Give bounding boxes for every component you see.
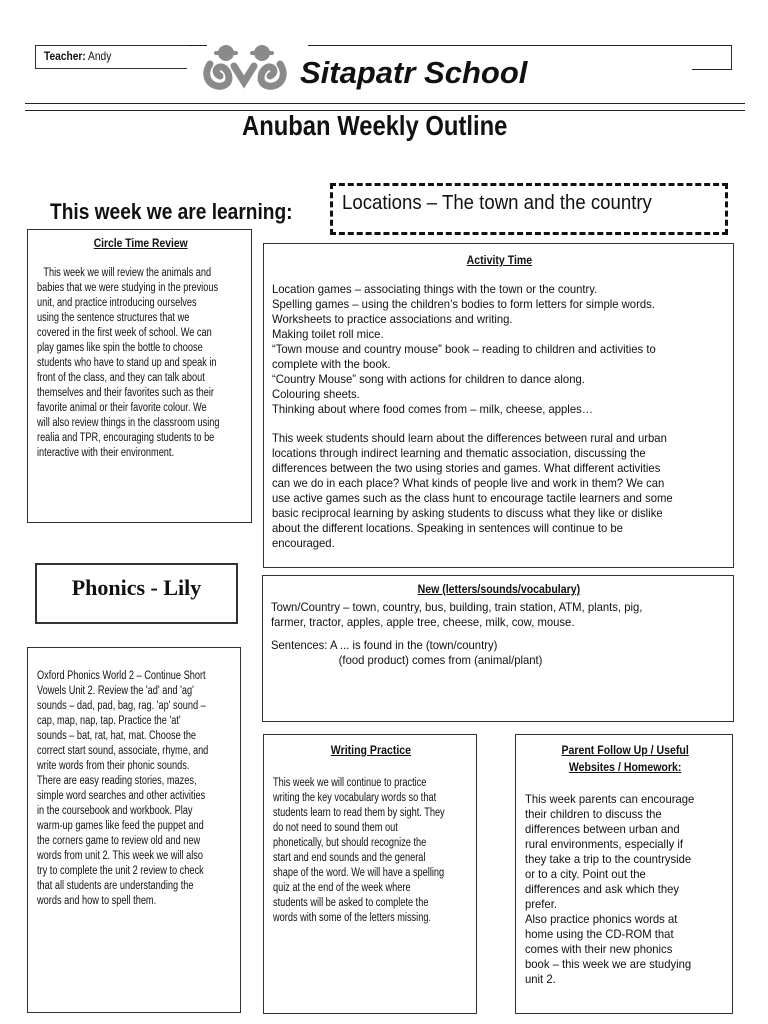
new-vocab-box <box>262 575 734 722</box>
text-line: home using the CD-ROM that <box>525 927 674 941</box>
text-line: shape of the word. We will have a spelling <box>273 867 445 879</box>
text-line: writing the key vocabulary words so that <box>273 792 437 804</box>
text-line: phonetically, but should recognize the <box>273 837 427 849</box>
text-line: Oxford Phonics World 2 – Continue Short <box>37 670 206 682</box>
text-line: differences between urban and <box>525 822 680 836</box>
text-line: words and how to spell them. <box>37 895 157 907</box>
text-line: start and end sounds and the general <box>273 852 426 864</box>
activity-list <box>272 282 656 417</box>
text-line: farmer, tractor, apples, apple tree, cheese, milk, cow, mouse. <box>271 615 575 629</box>
topic-box <box>330 183 728 235</box>
writing-title: Writing Practice <box>330 743 412 757</box>
text-line: covered in the first week of school. We can <box>37 327 212 339</box>
text-line: use active games such as the class hunt to encourage tactile learners and some <box>272 491 673 505</box>
text-line: words with some of the letters missing. <box>273 912 431 924</box>
text-line: try to complete the unit 2 review to check <box>37 865 204 877</box>
text-line: about the different locations. Speaking in sentences will continue to be <box>272 521 623 535</box>
circle-time-box <box>27 229 252 523</box>
text-line: Also practice phonics words at <box>525 912 678 926</box>
phonics-box <box>27 647 241 1013</box>
topic-text: Locations – The town and the country <box>342 192 652 214</box>
text-line: their children to discuss the <box>525 807 662 821</box>
text-line: Vowels Unit 2. Review the 'ad' and 'ag' <box>37 685 194 697</box>
text-line: warm-up games like feed the puppet and <box>37 820 204 832</box>
phonics-title: Phonics - Lily <box>71 575 202 600</box>
teacher-box <box>35 45 187 69</box>
activity-time-box <box>263 243 734 568</box>
text-line: themselves and their favorites such as their <box>37 387 214 399</box>
text-line: can we do in each place? What kinds of people live and work in them? We can <box>272 476 665 490</box>
sentence-line: (food product) comes from (animal/plant) <box>338 653 543 667</box>
text-line: “Town mouse and country mouse” book – reading to children and activities to <box>272 342 656 356</box>
text-line: Location games – associating things with the town or the country. <box>272 282 598 296</box>
text-line: cap, map, nap, tap. Practice the 'at' <box>37 715 181 727</box>
text-line: words from unit 2. This week we will also <box>37 850 203 862</box>
writing-body <box>273 776 445 926</box>
text-line: in the coursebook and workbook. Play <box>37 805 193 817</box>
text-line: This week we will continue to practice <box>273 777 427 789</box>
text-line: rural environments, especially if <box>525 837 683 851</box>
writing-box <box>263 734 477 1014</box>
text-line: write words from their phonic sounds. <box>37 760 190 772</box>
text-line: prefer. <box>525 897 557 911</box>
text-line: This week students should learn about the differences between rural and urban <box>272 431 667 445</box>
text-line: unit 2. <box>525 972 556 986</box>
text-line: play games like spin the bottle to choose <box>37 342 203 354</box>
text-line: Making toilet roll mice. <box>272 327 384 341</box>
new-vocab-body <box>271 600 642 668</box>
text-line: comes with their new phonics <box>525 942 673 956</box>
text-line: complete with the book. <box>272 357 391 371</box>
text-line: This week we will review the animals and <box>43 267 212 279</box>
header-rule-mid <box>692 69 732 70</box>
text-line: differences between the two using stories and games. What different activities <box>272 461 661 475</box>
school-name: Sitapatr School <box>300 55 528 90</box>
text-line: sounds – dad, pad, bag, rag. 'ap' sound – <box>37 700 206 712</box>
parent-title-line-2: Websites / Homework: <box>568 760 682 774</box>
text-line: do not need to sound them out <box>273 822 398 834</box>
activity-paragraph <box>272 431 673 551</box>
text-line: students learn to read them by sight. They <box>273 807 445 819</box>
sentence-line: Sentences: A ... is found in the (town/country) <box>271 638 498 652</box>
text-line: This week parents can encourage <box>525 792 695 806</box>
phonics-title-box <box>35 563 238 624</box>
text-line: Thinking about where food comes from – milk, cheese, apples… <box>272 402 594 416</box>
phonics-body <box>37 669 208 909</box>
text-line: will also review things in the classroom using <box>37 417 220 429</box>
teacher-name: Andy <box>88 49 112 63</box>
text-line: interactive with their environment. <box>37 447 175 459</box>
learning-label: This week we are learning: <box>50 199 293 224</box>
text-line: Worksheets to practice associations and writing. <box>272 312 513 326</box>
text-line: correct start sound, associate, rhyme, and <box>37 745 209 757</box>
text-line: they take a trip to the countryside <box>525 852 692 866</box>
text-line: There are easy reading stories, mazes, <box>37 775 197 787</box>
parent-box <box>515 734 733 1014</box>
circle-time-title: Circle Time Review <box>93 236 188 250</box>
text-line: “Country Mouse” song with actions for children to dance along. <box>272 372 585 386</box>
text-line: using the sentence structures that we <box>37 312 190 324</box>
parent-title-line-1: Parent Follow Up / Useful <box>561 743 689 757</box>
text-line: students who have to stand up and speak in <box>37 357 217 369</box>
text-line: or to a city. Point out the <box>525 867 646 881</box>
parent-body <box>525 792 694 987</box>
circle-time-body <box>37 266 220 461</box>
text-line: students will be asked to complete the <box>273 897 429 909</box>
school-logo <box>200 42 292 94</box>
text-line: sounds – bat, rat, hat, mat. Choose the <box>37 730 197 742</box>
header-rule-1 <box>25 103 745 104</box>
text-line: locations through indirect learning and thematic association, discussing the <box>272 446 646 460</box>
text-line: encouraged. <box>272 536 335 550</box>
text-line: that all students are understanding the <box>37 880 194 892</box>
text-line: the corners game to review old and new <box>37 835 201 847</box>
text-line: quiz at the end of the week where <box>273 882 411 894</box>
new-vocab-title: New (letters/sounds/vocabulary) <box>417 582 581 596</box>
teacher-label: Teacher: <box>44 49 86 63</box>
text-line: front of the class, and they can talk about <box>37 372 205 384</box>
text-line: favorite animal or their favorite colour. We <box>37 402 207 414</box>
text-line: differences and ask which they <box>525 882 680 896</box>
text-line: book – this week we are studying <box>525 957 692 971</box>
text-line: Town/Country – town, country, bus, building, train station, ATM, plants, pig, <box>271 600 643 614</box>
text-line: realia and TPR, encouraging students to be <box>37 432 215 444</box>
text-line: simple word searches and other activities <box>37 790 206 802</box>
text-line: unit, and practice introducing ourselves <box>37 297 197 309</box>
text-line: babies that we were studying in the previous <box>37 282 219 294</box>
text-line: Spelling games – using the children’s bodies to form letters for simple words. <box>272 297 655 311</box>
school-name-box-right <box>692 45 732 70</box>
text-line: basic reciprocal learning by asking students to discuss what they like or dislike <box>272 506 663 520</box>
text-line: Colouring sheets. <box>272 387 360 401</box>
page-title: Anuban Weekly Outline <box>242 110 508 141</box>
activity-time-title: Activity Time <box>466 253 533 267</box>
header-rule-top-right <box>308 45 732 46</box>
